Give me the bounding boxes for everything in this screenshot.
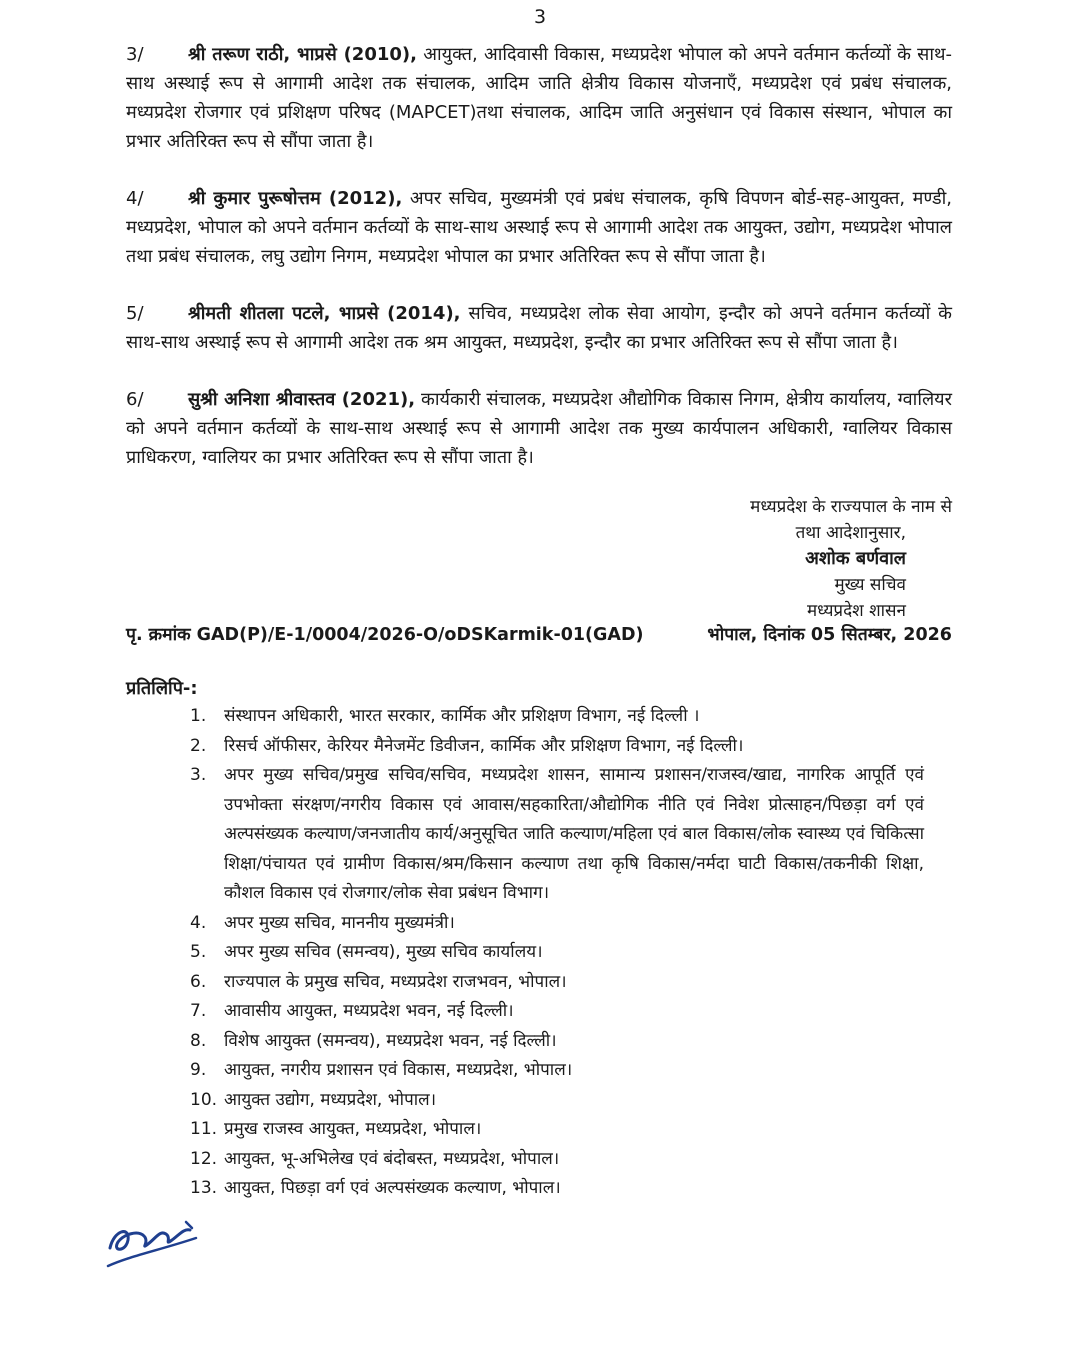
paragraph-number: 5/ bbox=[126, 303, 144, 324]
list-item-text: आवासीय आयुक्त, मध्यप्रदेश भवन, नई दिल्ली। bbox=[224, 1001, 514, 1021]
paragraph-text: सचिव, मध्यप्रदेश लोक सेवा आयोग, इन्दौर को अपने वर्तमान कर्तव्यों के साथ-साथ अस्थाई रूप से आगामी आदेश तक श्रम आयुक्त, मध्यप्रदेश, इन्दौर का प्रभार अतिरिक्त रूप से सौंपा जाता है। bbox=[126, 303, 953, 353]
officer-name: श्री कुमार पुरूषोत्तम (2012), bbox=[188, 188, 403, 209]
list-item bbox=[190, 1115, 924, 1145]
list-item bbox=[190, 938, 924, 968]
list-item-number: 6. bbox=[190, 971, 207, 992]
list-item bbox=[190, 1056, 924, 1086]
officer-name: श्री तरूण राठी, भाप्रसे (2010), bbox=[188, 44, 417, 65]
list-item-number: 8. bbox=[190, 1030, 207, 1051]
list-item bbox=[190, 1145, 924, 1175]
list-item bbox=[190, 1086, 924, 1116]
list-item bbox=[190, 997, 924, 1027]
order-paragraph bbox=[126, 184, 952, 271]
paragraph-text: आयुक्त, आदिवासी विकास, मध्यप्रदेश भोपाल को अपने वर्तमान कर्तव्यों के साथ-साथ अस्थाई रूप से आगामी आदेश तक संचालक, आदिम जाति क्षेत्रीय विकास योजनाएँ, मध्यप्रदेश एवं प्रबंध संचालक, मध्यप्रदेश रोजगार एवं प्रशिक्षण परिषद (MAPCET)तथा संचालक, आदिम जाति अनुसंधान एवं विकास संस्थान, भोपाल का प्रभार अतिरिक्त रूप से सौंपा जाता है। bbox=[126, 44, 952, 152]
list-item-number: 5. bbox=[190, 942, 207, 962]
list-item-number: 10. bbox=[190, 1089, 218, 1110]
signature-order-line: तथा आदेशानुसार, bbox=[795, 523, 906, 543]
paragraph-number: 6/ bbox=[126, 389, 144, 410]
list-item-text: अपर मुख्य सचिव, माननीय मुख्यमंत्री। bbox=[224, 912, 455, 933]
order-paragraph bbox=[126, 40, 952, 156]
list-item-number: 2. bbox=[190, 735, 207, 756]
list-item-number: 13. bbox=[190, 1178, 218, 1198]
list-item-text: संस्थापन अधिकारी, भारत सरकार, कार्मिक और प्रशिक्षण विभाग, नई दिल्ली । bbox=[224, 706, 700, 726]
reference-row bbox=[126, 622, 952, 646]
officer-name: सुश्री अनिशा श्रीवास्तव (2021), bbox=[188, 389, 416, 410]
place-date: भोपाल, दिनांक 05 सितम्बर, 2026 bbox=[707, 625, 952, 645]
signature-authority-line: मध्यप्रदेश के राज्यपाल के नाम से bbox=[750, 497, 952, 517]
signatory-designation: मुख्य सचिव bbox=[834, 575, 906, 595]
list-item bbox=[190, 732, 924, 762]
list-item bbox=[190, 909, 924, 939]
list-item-text: अपर मुख्य सचिव/प्रमुख सचिव/सचिव, मध्यप्रदेश शासन, सामान्य प्रशासन/राजस्व/खाद्य, नागरिक आपूर्ति एवं उपभोक्ता संरक्षण/नगरीय विकास एवं आवास/सहकारिता/औद्योगिक नीति एवं निवेश प्रोत्साहन/पिछड़ा वर्ग एवं अल्पसंख्यक कल्याण/जनजातीय कार्य/अनुसूचित जाति कल्याण/महिला एवं बाल विकास/लोक स्वास्थ्य एवं चिकित्सा शिक्षा/पंचायत एवं ग्रामीण विकास/श्रम/किसान कल्याण तथा कृषि विकास/नर्मदा घाटी विकास/तकनीकी शिक्षा, कौशल विकास एवं रोजगार/लोक सेवा प्रबंधन विभाग। bbox=[224, 765, 924, 903]
list-item-number: 12. bbox=[190, 1148, 218, 1169]
list-item-text: रिसर्च ऑफीसर, केरियर मैनेजमेंट डिवीजन, कार्मिक और प्रशिक्षण विभाग, नई दिल्ली। bbox=[224, 735, 744, 756]
list-item-number: 3. bbox=[190, 765, 207, 785]
copy-to-list bbox=[190, 702, 924, 1204]
list-item-number: 1. bbox=[190, 706, 207, 726]
handwritten-initials-icon bbox=[100, 1200, 210, 1280]
page-number: 3 bbox=[533, 6, 547, 28]
list-item-number: 7. bbox=[190, 1001, 207, 1021]
signatory-name: अशोक बर्णवाल bbox=[805, 548, 906, 569]
list-item-number: 11. bbox=[190, 1119, 218, 1139]
list-item-text: अपर मुख्य सचिव (समन्वय), मुख्य सचिव कार्यालय। bbox=[224, 942, 543, 962]
reference-number: पृ. क्रमांक GAD(P)/E-1/0004/2026-O/oDSKarmik-01(GAD) bbox=[126, 625, 644, 645]
order-paragraphs bbox=[126, 40, 952, 500]
list-item-text: आयुक्त, भू-अभिलेख एवं बंदोबस्त, मध्यप्रदेश, भोपाल। bbox=[224, 1148, 560, 1169]
list-item-text: राज्यपाल के प्रमुख सचिव, मध्यप्रदेश राजभवन, भोपाल। bbox=[224, 971, 567, 992]
list-item-text: आयुक्त, नगरीय प्रशासन एवं विकास, मध्यप्रदेश, भोपाल। bbox=[224, 1060, 573, 1080]
list-item-text: आयुक्त, पिछड़ा वर्ग एवं अल्पसंख्यक कल्याण, भोपाल। bbox=[224, 1178, 561, 1198]
list-item-text: प्रमुख राजस्व आयुक्त, मध्यप्रदेश, भोपाल। bbox=[224, 1119, 482, 1139]
order-paragraph bbox=[126, 299, 952, 357]
list-item bbox=[190, 702, 924, 732]
list-item-number: 4. bbox=[190, 912, 207, 933]
copy-to-heading: प्रतिलिपि-: bbox=[126, 678, 198, 699]
list-item-text: आयुक्त उद्योग, मध्यप्रदेश, भोपाल। bbox=[224, 1089, 437, 1110]
list-item bbox=[190, 1027, 924, 1057]
order-paragraph bbox=[126, 385, 952, 472]
list-item-text: विशेष आयुक्त (समन्वय), मध्यप्रदेश भवन, नई दिल्ली। bbox=[224, 1030, 557, 1051]
list-item bbox=[190, 1174, 924, 1204]
signatory-office: मध्यप्रदेश शासन bbox=[807, 601, 906, 621]
list-item-number: 9. bbox=[190, 1060, 207, 1080]
paragraph-number: 4/ bbox=[126, 188, 144, 209]
signature-block bbox=[632, 494, 952, 624]
paragraph-text: अपर सचिव, मुख्यमंत्री एवं प्रबंध संचालक, कृषि विपणन बोर्ड-सह-आयुक्त, मण्डी, मध्यप्रदेश, भोपाल को अपने वर्तमान कर्तव्यों के साथ-साथ अस्थाई रूप से आगामी आदेश तक आयुक्त, उद्योग, मध्यप्रदेश भोपाल तथा प्रबंध संचालक, लघु उद्योग निगम, मध्यप्रदेश भोपाल का प्रभार अतिरिक्त रूप से सौंपा जाता है। bbox=[126, 188, 952, 267]
paragraph-number: 3/ bbox=[126, 44, 144, 65]
list-item bbox=[190, 968, 924, 998]
officer-name: श्रीमती शीतला पटले, भाप्रसे (2014), bbox=[188, 303, 461, 324]
paragraph-text: कार्यकारी संचालक, मध्यप्रदेश औद्योगिक विकास निगम, क्षेत्रीय कार्यालय, ग्वालियर को अपने वर्तमान कर्तव्यों के साथ-साथ अस्थाई रूप से आगामी आदेश तक मुख्य कार्यपालन अधिकारी, ग्वालियर विकास प्राधिकरण, ग्वालियर का प्रभार अतिरिक्त रूप से सौंपा जाता है। bbox=[126, 389, 952, 468]
list-item bbox=[190, 761, 924, 909]
